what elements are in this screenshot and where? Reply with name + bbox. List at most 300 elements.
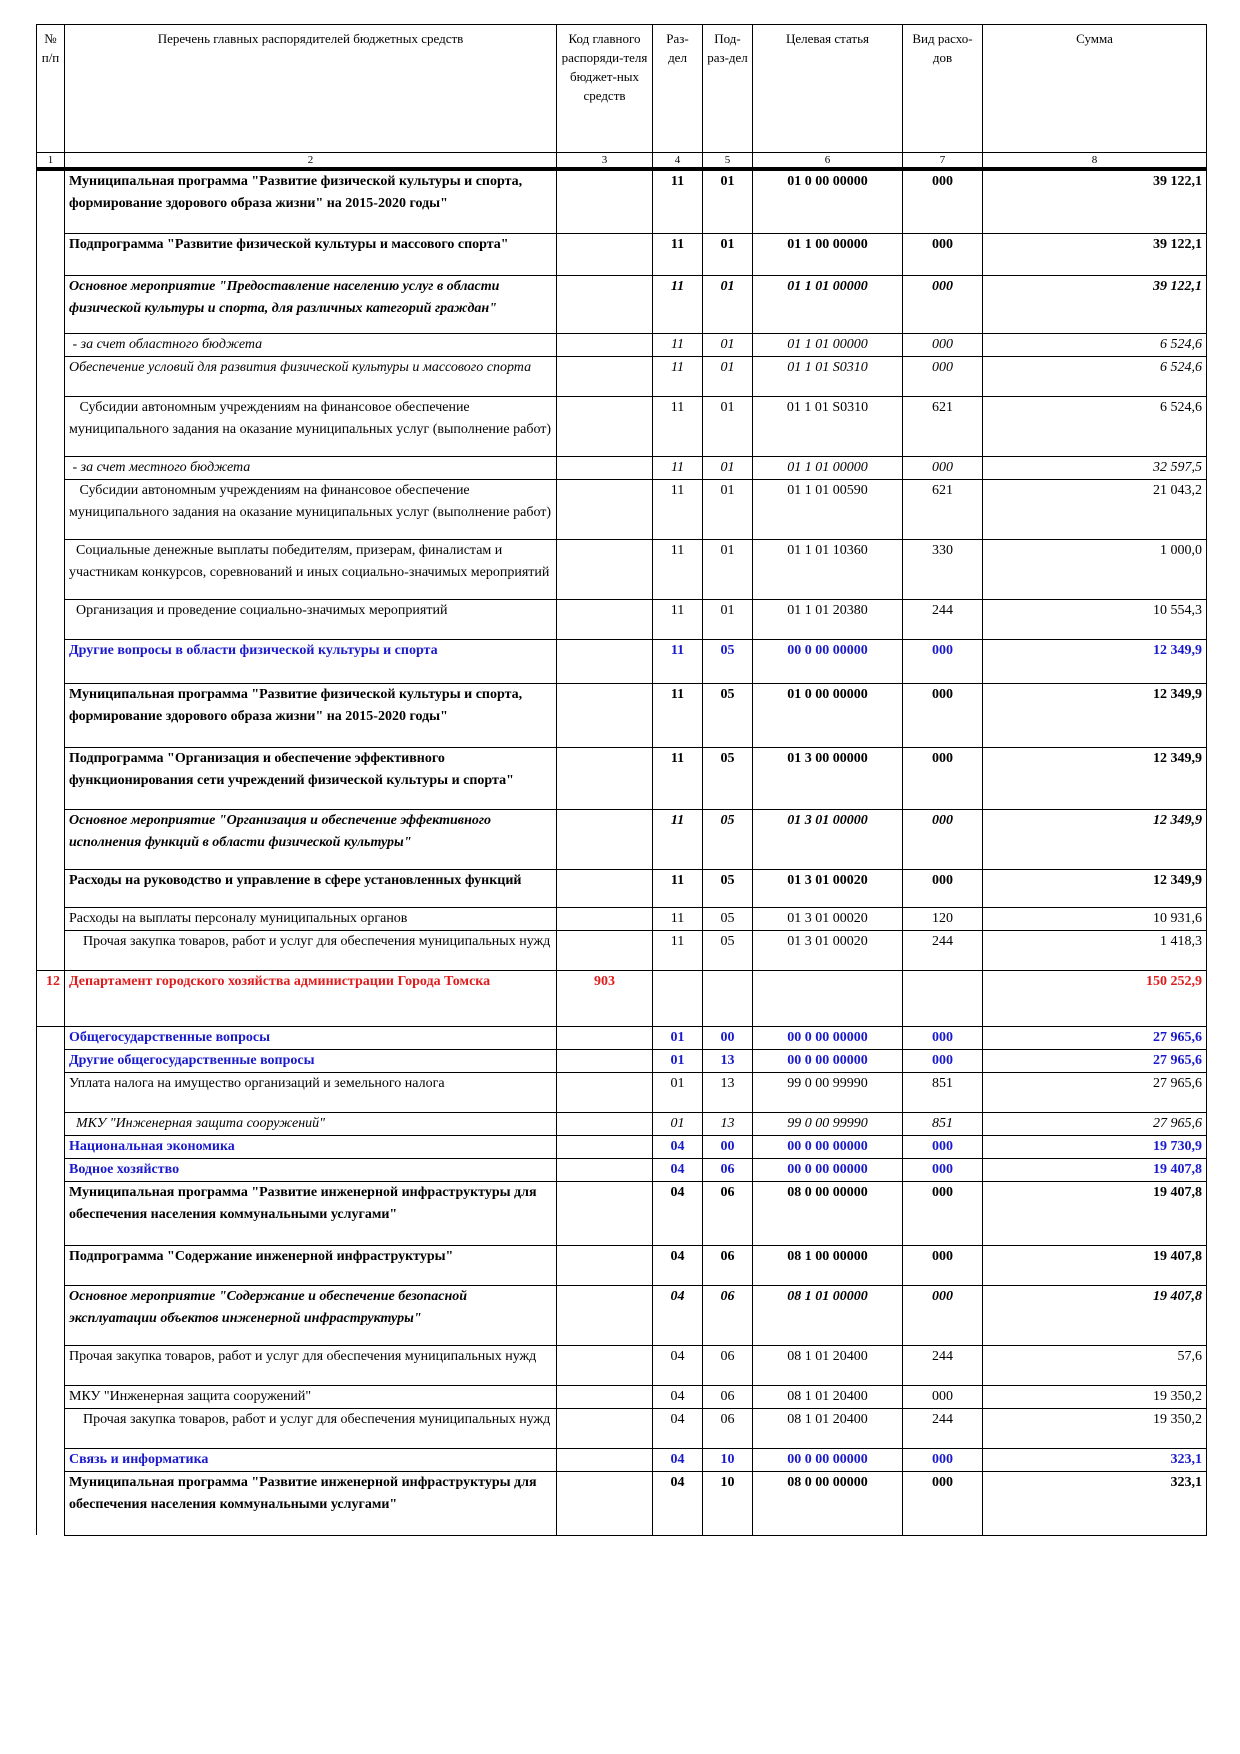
row-name: Социальные денежные выплаты победителям, призерам, финалистам и участникам конкурсов, соревнований и иных социально-значимых мероприятий <box>65 539 557 599</box>
row-sum: 32 597,5 <box>983 456 1207 479</box>
header-vr: Вид расхо-дов <box>903 25 983 153</box>
row-sum: 6 524,6 <box>983 396 1207 456</box>
row-target-article: 01 0 00 00000 <box>753 683 903 747</box>
row-podrazdel: 05 <box>703 809 753 869</box>
row-sum: 39 122,1 <box>983 275 1207 333</box>
row-expense-type: 244 <box>903 1345 983 1385</box>
row-target-article: 00 0 00 00000 <box>753 1049 903 1072</box>
row-expense-type: 000 <box>903 1245 983 1285</box>
row-razdel: 11 <box>653 275 703 333</box>
row-code <box>557 396 653 456</box>
colnum: 4 <box>653 153 703 170</box>
colnum: 2 <box>65 153 557 170</box>
row-name: Прочая закупка товаров, работ и услуг для обеспечения муниципальных нужд <box>65 1345 557 1385</box>
table-row <box>37 809 1207 869</box>
table-row <box>37 683 1207 747</box>
table-row <box>37 930 1207 970</box>
row-name: Подпрограмма "Содержание инженерной инфраструктуры" <box>65 1245 557 1285</box>
row-razdel: 11 <box>653 356 703 396</box>
colnum: 6 <box>753 153 903 170</box>
colnum: 7 <box>903 153 983 170</box>
row-sum: 19 350,2 <box>983 1408 1207 1448</box>
table-row <box>37 869 1207 907</box>
row-number <box>37 333 65 356</box>
row-podrazdel: 05 <box>703 639 753 683</box>
row-number <box>37 639 65 683</box>
row-number <box>37 1471 65 1535</box>
row-podrazdel: 05 <box>703 747 753 809</box>
row-target-article: 00 0 00 00000 <box>753 1158 903 1181</box>
row-razdel: 11 <box>653 869 703 907</box>
row-number <box>37 1026 65 1049</box>
row-podrazdel: 13 <box>703 1049 753 1072</box>
row-name: - за счет областного бюджета <box>65 333 557 356</box>
row-sum: 12 349,9 <box>983 869 1207 907</box>
row-expense-type: 000 <box>903 809 983 869</box>
table-row <box>37 1135 1207 1158</box>
row-expense-type: 000 <box>903 169 983 233</box>
table-row <box>37 1408 1207 1448</box>
table-row <box>37 1049 1207 1072</box>
row-number <box>37 233 65 275</box>
row-name: МКУ "Инженерная защита сооружений" <box>65 1112 557 1135</box>
row-target-article: 08 1 01 20400 <box>753 1385 903 1408</box>
row-code <box>557 456 653 479</box>
row-target-article: 01 1 01 S0310 <box>753 396 903 456</box>
row-name: Другие общегосударственные вопросы <box>65 1049 557 1072</box>
row-razdel: 11 <box>653 539 703 599</box>
row-razdel: 04 <box>653 1181 703 1245</box>
row-target-article: 01 3 01 00020 <box>753 930 903 970</box>
row-name: Обеспечение условий для развития физической культуры и массового спорта <box>65 356 557 396</box>
row-code <box>557 1408 653 1448</box>
row-name: Прочая закупка товаров, работ и услуг для обеспечения муниципальных нужд <box>65 1408 557 1448</box>
row-razdel: 04 <box>653 1471 703 1535</box>
row-number <box>37 907 65 930</box>
row-razdel: 11 <box>653 169 703 233</box>
row-target-article: 01 1 01 20380 <box>753 599 903 639</box>
row-razdel: 11 <box>653 456 703 479</box>
row-code <box>557 479 653 539</box>
row-razdel: 11 <box>653 683 703 747</box>
row-razdel: 11 <box>653 396 703 456</box>
row-name: Уплата налога на имущество организаций и земельного налога <box>65 1072 557 1112</box>
row-code <box>557 1245 653 1285</box>
row-podrazdel: 06 <box>703 1158 753 1181</box>
colnum: 1 <box>37 153 65 170</box>
row-number <box>37 1135 65 1158</box>
table-row <box>37 1026 1207 1049</box>
row-expense-type: 000 <box>903 1448 983 1471</box>
row-razdel: 11 <box>653 907 703 930</box>
row-razdel: 11 <box>653 809 703 869</box>
row-code <box>557 1026 653 1049</box>
row-number <box>37 1245 65 1285</box>
row-expense-type: 000 <box>903 869 983 907</box>
row-number <box>37 275 65 333</box>
header-row <box>37 25 1207 153</box>
row-code <box>557 930 653 970</box>
row-expense-type: 851 <box>903 1112 983 1135</box>
row-number <box>37 1181 65 1245</box>
row-code <box>557 275 653 333</box>
row-podrazdel: 13 <box>703 1072 753 1112</box>
row-code <box>557 809 653 869</box>
header-cs: Целевая статья <box>753 25 903 153</box>
row-number: 12 <box>37 970 65 1026</box>
row-name: Организация и проведение социально-значимых мероприятий <box>65 599 557 639</box>
row-code <box>557 1448 653 1471</box>
row-code <box>557 333 653 356</box>
row-sum: 6 524,6 <box>983 333 1207 356</box>
row-sum: 1 000,0 <box>983 539 1207 599</box>
row-number <box>37 869 65 907</box>
row-podrazdel: 01 <box>703 233 753 275</box>
row-code <box>557 1112 653 1135</box>
row-sum: 19 730,9 <box>983 1135 1207 1158</box>
row-number <box>37 539 65 599</box>
row-target-article: 01 1 01 S0310 <box>753 356 903 396</box>
row-podrazdel: 01 <box>703 333 753 356</box>
row-name: МКУ "Инженерная защита сооружений" <box>65 1385 557 1408</box>
row-podrazdel: 06 <box>703 1385 753 1408</box>
row-target-article: 01 1 00 00000 <box>753 233 903 275</box>
table-row <box>37 275 1207 333</box>
row-sum: 10 931,6 <box>983 907 1207 930</box>
row-expense-type: 000 <box>903 639 983 683</box>
row-razdel: 11 <box>653 747 703 809</box>
row-number <box>37 456 65 479</box>
row-number <box>37 1448 65 1471</box>
row-code <box>557 169 653 233</box>
row-expense-type: 000 <box>903 456 983 479</box>
row-name: Муниципальная программа "Развитие инженерной инфраструктуры для обеспечения населения коммунальными услугами" <box>65 1181 557 1245</box>
row-podrazdel: 01 <box>703 169 753 233</box>
row-expense-type: 330 <box>903 539 983 599</box>
row-sum: 19 407,8 <box>983 1245 1207 1285</box>
header-podrazdel: Под-раз-дел <box>703 25 753 153</box>
row-expense-type: 000 <box>903 275 983 333</box>
row-target-article: 00 0 00 00000 <box>753 639 903 683</box>
row-name: Подпрограмма "Организация и обеспечение эффективного функционирования сети учреждений физической культуры и спорта" <box>65 747 557 809</box>
colnum: 3 <box>557 153 653 170</box>
row-podrazdel: 06 <box>703 1245 753 1285</box>
row-name: Департамент городского хозяйства администрации Города Томска <box>65 970 557 1026</box>
row-podrazdel: 00 <box>703 1135 753 1158</box>
table-row <box>37 1158 1207 1181</box>
row-code <box>557 639 653 683</box>
row-sum: 150 252,9 <box>983 970 1207 1026</box>
row-name: Основное мероприятие "Содержание и обеспечение безопасной эксплуатации объектов инженерной инфраструктуры" <box>65 1285 557 1345</box>
row-target-article: 00 0 00 00000 <box>753 1448 903 1471</box>
row-code <box>557 1049 653 1072</box>
row-expense-type: 000 <box>903 683 983 747</box>
row-name: Расходы на руководство и управление в сфере установленных функций <box>65 869 557 907</box>
row-expense-type: 000 <box>903 1471 983 1535</box>
row-name: - за счет местного бюджета <box>65 456 557 479</box>
table-row <box>37 1471 1207 1535</box>
row-code <box>557 233 653 275</box>
budget-table <box>36 24 1207 1536</box>
row-razdel: 11 <box>653 333 703 356</box>
table-row <box>37 907 1207 930</box>
header-code: Код главного распоряди-теля бюджет-ных средств <box>557 25 653 153</box>
row-number <box>37 356 65 396</box>
row-podrazdel: 06 <box>703 1181 753 1245</box>
row-razdel: 04 <box>653 1448 703 1471</box>
table-row <box>37 1181 1207 1245</box>
row-name: Связь и информатика <box>65 1448 557 1471</box>
table-row <box>37 1448 1207 1471</box>
table-row <box>37 539 1207 599</box>
row-sum: 39 122,1 <box>983 169 1207 233</box>
row-podrazdel: 01 <box>703 539 753 599</box>
table-row <box>37 1385 1207 1408</box>
row-number <box>37 1112 65 1135</box>
row-expense-type: 621 <box>903 396 983 456</box>
row-code <box>557 1471 653 1535</box>
table-row <box>37 599 1207 639</box>
row-name: Подпрограмма "Развитие физической культуры и массового спорта" <box>65 233 557 275</box>
row-number <box>37 1385 65 1408</box>
row-expense-type: 244 <box>903 1408 983 1448</box>
row-podrazdel: 06 <box>703 1408 753 1448</box>
row-podrazdel: 01 <box>703 396 753 456</box>
row-target-article: 01 1 01 00000 <box>753 275 903 333</box>
row-expense-type: 244 <box>903 930 983 970</box>
row-sum: 27 965,6 <box>983 1026 1207 1049</box>
row-razdel: 11 <box>653 233 703 275</box>
row-number <box>37 1049 65 1072</box>
row-podrazdel: 05 <box>703 683 753 747</box>
row-sum: 323,1 <box>983 1448 1207 1471</box>
row-razdel: 01 <box>653 1026 703 1049</box>
row-razdel: 11 <box>653 479 703 539</box>
row-name: Муниципальная программа "Развитие физической культуры и спорта, формирование здорового образа жизни" на 2015-2020 годы" <box>65 683 557 747</box>
header-name: Перечень главных распорядителей бюджетных средств <box>65 25 557 153</box>
row-expense-type: 000 <box>903 1135 983 1158</box>
row-name: Прочая закупка товаров, работ и услуг для обеспечения муниципальных нужд <box>65 930 557 970</box>
row-sum: 12 349,9 <box>983 809 1207 869</box>
table-row <box>37 1072 1207 1112</box>
row-razdel: 01 <box>653 1049 703 1072</box>
row-code <box>557 1158 653 1181</box>
table-row <box>37 747 1207 809</box>
row-number <box>37 599 65 639</box>
table-row <box>37 1245 1207 1285</box>
row-code <box>557 683 653 747</box>
table-row <box>37 1285 1207 1345</box>
row-code <box>557 1072 653 1112</box>
row-code <box>557 1345 653 1385</box>
row-podrazdel: 10 <box>703 1471 753 1535</box>
row-target-article: 01 3 01 00020 <box>753 869 903 907</box>
row-target-article: 00 0 00 00000 <box>753 1026 903 1049</box>
row-podrazdel <box>703 970 753 1026</box>
row-name: Национальная экономика <box>65 1135 557 1158</box>
table-row <box>37 479 1207 539</box>
row-expense-type: 000 <box>903 1049 983 1072</box>
row-code <box>557 599 653 639</box>
row-sum: 27 965,6 <box>983 1072 1207 1112</box>
row-target-article: 01 1 01 00000 <box>753 333 903 356</box>
row-sum: 323,1 <box>983 1471 1207 1535</box>
row-razdel: 01 <box>653 1072 703 1112</box>
row-expense-type: 000 <box>903 1385 983 1408</box>
row-expense-type: 000 <box>903 333 983 356</box>
row-podrazdel: 01 <box>703 456 753 479</box>
row-expense-type: 000 <box>903 1158 983 1181</box>
row-number <box>37 1408 65 1448</box>
row-name: Общегосударственные вопросы <box>65 1026 557 1049</box>
row-number <box>37 1158 65 1181</box>
row-target-article: 08 0 00 00000 <box>753 1181 903 1245</box>
colnum: 8 <box>983 153 1207 170</box>
row-number <box>37 1345 65 1385</box>
row-sum: 57,6 <box>983 1345 1207 1385</box>
row-code <box>557 869 653 907</box>
row-target-article: 01 1 01 00590 <box>753 479 903 539</box>
row-code <box>557 1181 653 1245</box>
row-sum: 21 043,2 <box>983 479 1207 539</box>
row-expense-type: 000 <box>903 356 983 396</box>
row-expense-type: 851 <box>903 1072 983 1112</box>
row-razdel: 04 <box>653 1345 703 1385</box>
row-target-article: 01 0 00 00000 <box>753 169 903 233</box>
row-target-article: 99 0 00 99990 <box>753 1072 903 1112</box>
row-target-article: 08 1 01 00000 <box>753 1285 903 1345</box>
row-number <box>37 747 65 809</box>
row-podrazdel: 13 <box>703 1112 753 1135</box>
column-number-row <box>37 153 1207 170</box>
row-sum: 27 965,6 <box>983 1112 1207 1135</box>
row-target-article: 01 3 00 00000 <box>753 747 903 809</box>
row-target-article: 01 3 01 00000 <box>753 809 903 869</box>
colnum: 5 <box>703 153 753 170</box>
row-sum: 19 350,2 <box>983 1385 1207 1408</box>
row-expense-type: 621 <box>903 479 983 539</box>
row-podrazdel: 01 <box>703 275 753 333</box>
header-sum: Сумма <box>983 25 1207 153</box>
row-target-article: 00 0 00 00000 <box>753 1135 903 1158</box>
row-code <box>557 356 653 396</box>
row-razdel: 11 <box>653 639 703 683</box>
row-number <box>37 396 65 456</box>
row-razdel: 11 <box>653 599 703 639</box>
table-row <box>37 639 1207 683</box>
row-number <box>37 479 65 539</box>
table-row <box>37 233 1207 275</box>
row-podrazdel: 10 <box>703 1448 753 1471</box>
row-sum: 1 418,3 <box>983 930 1207 970</box>
row-target-article: 08 1 01 20400 <box>753 1345 903 1385</box>
row-sum: 27 965,6 <box>983 1049 1207 1072</box>
row-razdel: 04 <box>653 1135 703 1158</box>
row-target-article: 01 1 01 10360 <box>753 539 903 599</box>
row-razdel <box>653 970 703 1026</box>
row-number <box>37 683 65 747</box>
header-no: № п/п <box>37 25 65 153</box>
row-sum: 19 407,8 <box>983 1158 1207 1181</box>
table-row <box>37 333 1207 356</box>
row-podrazdel: 01 <box>703 356 753 396</box>
header-razdel: Раз-дел <box>653 25 703 153</box>
row-code <box>557 907 653 930</box>
row-target-article: 08 1 01 20400 <box>753 1408 903 1448</box>
table-row <box>37 396 1207 456</box>
row-name: Основное мероприятие "Предоставление населению услуг в области физической культуры и спорта, для различных категорий граждан" <box>65 275 557 333</box>
row-number <box>37 1072 65 1112</box>
row-expense-type: 000 <box>903 1181 983 1245</box>
row-sum: 10 554,3 <box>983 599 1207 639</box>
row-number <box>37 169 65 233</box>
row-expense-type: 244 <box>903 599 983 639</box>
table-row <box>37 1345 1207 1385</box>
row-razdel: 04 <box>653 1408 703 1448</box>
row-code <box>557 1285 653 1345</box>
row-name: Расходы на выплаты персоналу муниципальных органов <box>65 907 557 930</box>
row-number <box>37 809 65 869</box>
row-number <box>37 1285 65 1345</box>
row-name: Субсидии автономным учреждениям на финансовое обеспечение муниципального задания на оказание муниципальных услуг (выполнение работ) <box>65 396 557 456</box>
row-expense-type: 000 <box>903 747 983 809</box>
row-podrazdel: 01 <box>703 599 753 639</box>
row-podrazdel: 06 <box>703 1345 753 1385</box>
table-row <box>37 169 1207 233</box>
row-razdel: 04 <box>653 1285 703 1345</box>
row-code: 903 <box>557 970 653 1026</box>
row-razdel: 04 <box>653 1245 703 1285</box>
row-number <box>37 930 65 970</box>
row-sum: 19 407,8 <box>983 1285 1207 1345</box>
row-sum: 39 122,1 <box>983 233 1207 275</box>
row-name: Основное мероприятие "Организация и обеспечение эффективного исполнения функций в области физической культуры" <box>65 809 557 869</box>
row-target-article: 01 3 01 00020 <box>753 907 903 930</box>
row-podrazdel: 05 <box>703 930 753 970</box>
row-target-article <box>753 970 903 1026</box>
row-code <box>557 747 653 809</box>
row-expense-type: 000 <box>903 1026 983 1049</box>
row-razdel: 04 <box>653 1385 703 1408</box>
row-expense-type: 000 <box>903 1285 983 1345</box>
row-name: Муниципальная программа "Развитие инженерной инфраструктуры для обеспечения населения коммунальными услугами" <box>65 1471 557 1535</box>
table-row <box>37 356 1207 396</box>
row-target-article: 01 1 01 00000 <box>753 456 903 479</box>
row-code <box>557 1135 653 1158</box>
row-sum: 12 349,9 <box>983 747 1207 809</box>
row-sum: 12 349,9 <box>983 683 1207 747</box>
table-row <box>37 456 1207 479</box>
department-row <box>37 970 1207 1026</box>
row-name: Муниципальная программа "Развитие физической культуры и спорта, формирование здорового образа жизни" на 2015-2020 годы" <box>65 169 557 233</box>
row-target-article: 99 0 00 99990 <box>753 1112 903 1135</box>
row-podrazdel: 05 <box>703 907 753 930</box>
row-name: Другие вопросы в области физической культуры и спорта <box>65 639 557 683</box>
row-podrazdel: 01 <box>703 479 753 539</box>
row-podrazdel: 05 <box>703 869 753 907</box>
row-podrazdel: 06 <box>703 1285 753 1345</box>
row-sum: 6 524,6 <box>983 356 1207 396</box>
row-target-article: 08 0 00 00000 <box>753 1471 903 1535</box>
row-name: Водное хозяйство <box>65 1158 557 1181</box>
row-expense-type: 000 <box>903 233 983 275</box>
row-code <box>557 1385 653 1408</box>
row-code <box>557 539 653 599</box>
row-expense-type: 120 <box>903 907 983 930</box>
table-row <box>37 1112 1207 1135</box>
row-razdel: 11 <box>653 930 703 970</box>
row-razdel: 04 <box>653 1158 703 1181</box>
